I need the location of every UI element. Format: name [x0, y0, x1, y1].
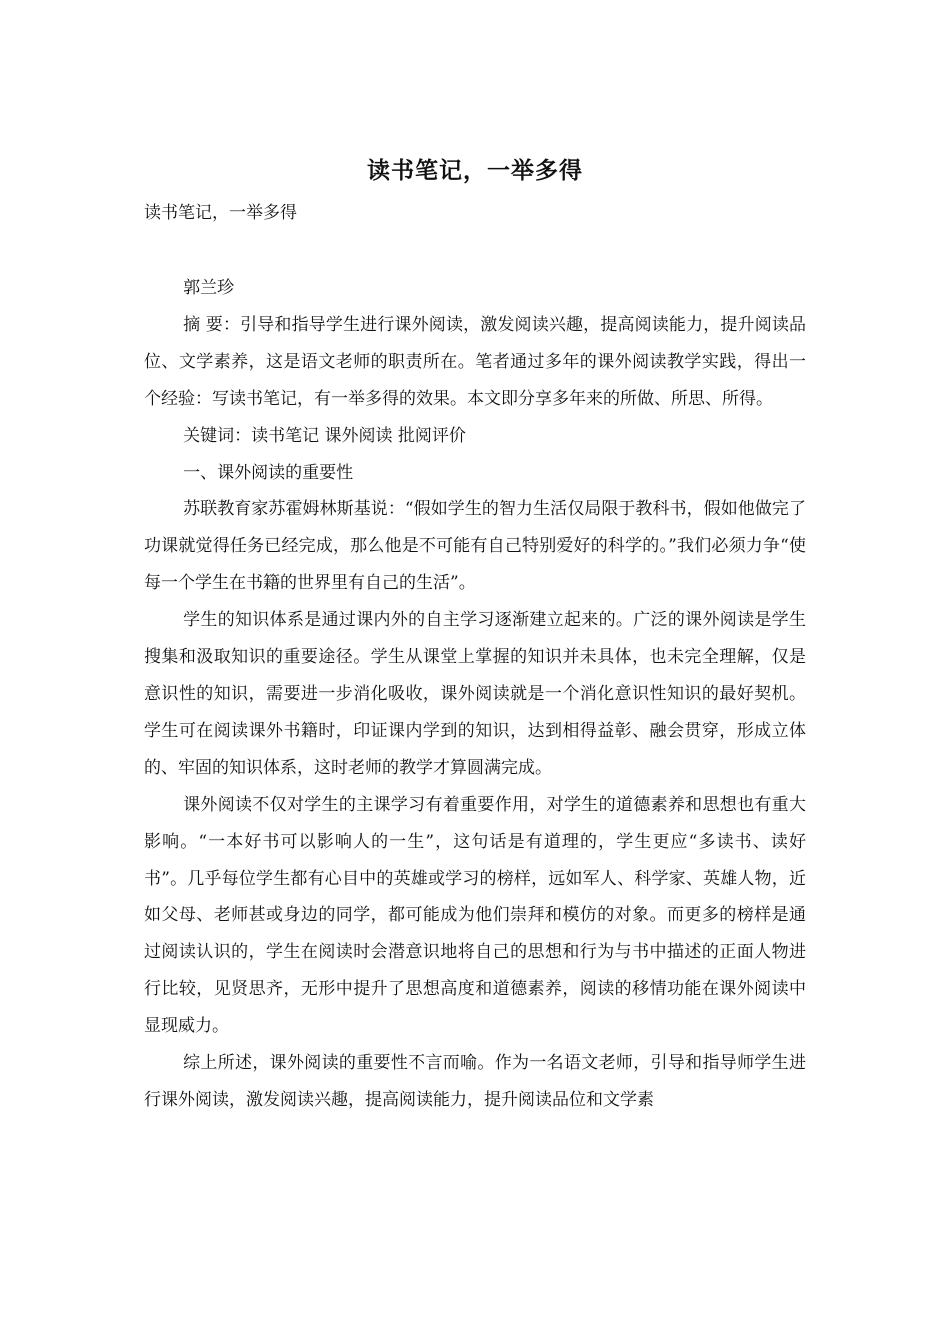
document-body — [144, 270, 806, 1119]
body-paragraph: 课外阅读不仅对学生的主课学习有着重要作用，对学生的道德素养和思想也有重大影响。“一本好书可以影响人的一生”，这句话是有道理的，学生更应“多读书、读好书”。几乎每位学生都有心目中的英雄或学习的榜样，远如军人、科学家、英雄人物，近如父母、老师甚或身边的同学，都可能成为他们崇拜和模仿的对象。而更多的榜样是通过阅读认识的，学生在阅读时会潜意识地将自己的思想和行为与书中描述的正面人物进行比较，见贤思齐，无形中提升了思想高度和道德素养，阅读的移情功能在课外阅读中显现威力。 — [144, 794, 806, 1037]
body-paragraph: 综上所述，课外阅读的重要性不言而喻。作为一名语文老师，引导和指导师学生进行课外阅读，激发阅读兴趣，提高阅读能力，提升阅读品位和文学素 — [144, 1053, 806, 1110]
body-paragraph: 学生的知识体系是通过课内外的自主学习逐渐建立起来的。广泛的课外阅读是学生搜集和汲取知识的重要途径。学生从课堂上掌握的知识并未具体，也未完全理解，仅是意识性的知识，需要进一步消化吸收，课外阅读就是一个消化意识性知识的最好契机。学生可在阅读课外书籍时，印证课内学到的知识，达到相得益彰、融会贯穿，形成立体的、牢固的知识体系，这时老师的教学才算圆满完成。 — [144, 610, 806, 778]
section-heading: 一、课外阅读的重要性 — [183, 462, 354, 483]
keywords-line: 关键词：读书笔记 课外阅读 批阅评价 — [183, 425, 466, 446]
document-subtitle: 读书笔记，一举多得 — [144, 203, 297, 223]
body-paragraph: 苏联教育家苏霍姆林斯基说：“假如学生的智力生活仅局限于教科书，假如他做完了功课就觉得任务已经完成，那么他是不可能有自己特别爱好的科学的。”我们必须力争“使每一个学生在书籍的世界里有自己的生活”。 — [144, 499, 806, 594]
abstract-paragraph: 摘 要：引导和指导学生进行课外阅读，激发阅读兴趣，提高阅读能力，提升阅读品位、文学素养，这是语文老师的职责所在。笔者通过多年的课外阅读教学实践，得出一个经验：写读书笔记，有一举多得的效果。本文即分享多年来的所做、所思、所得。 — [144, 314, 806, 409]
author-line: 郭兰珍 — [183, 278, 235, 298]
document-title: 读书笔记，一举多得 — [367, 157, 583, 184]
